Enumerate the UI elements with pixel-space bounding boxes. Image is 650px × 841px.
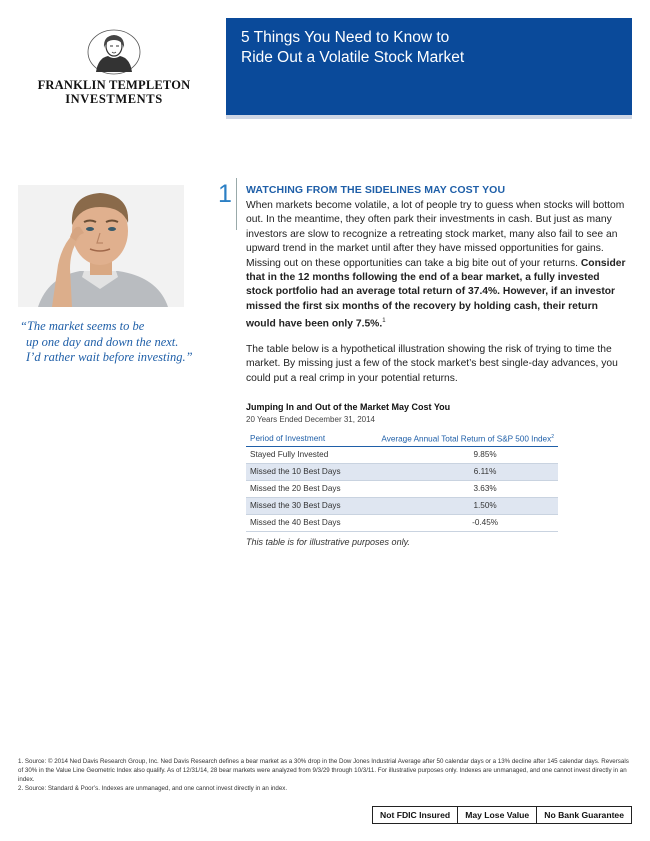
row-value: 6.11% — [356, 463, 558, 480]
row-period: Missed the 20 Best Days — [246, 480, 356, 497]
title-line-1: 5 Things You Need to Know to — [241, 29, 450, 46]
body-paragraph-2: The table below is a hypothetical illustration showing the risk of trying to time the market. By missing just a few of the stock market’s best single-day advances, you could put a real crimp in your potential returns. — [246, 344, 618, 384]
row-period: Missed the 40 Best Days — [246, 514, 356, 531]
col-header-period: Period of Investment — [246, 432, 356, 446]
footnote-ref-1: 1 — [382, 318, 386, 325]
title-banner — [226, 18, 632, 119]
row-period: Missed the 30 Best Days — [246, 497, 356, 514]
franklin-templeton-logo — [34, 28, 194, 107]
table-row — [246, 497, 558, 514]
logo-line-1: FRANKLIN TEMPLETON — [37, 78, 191, 92]
para1-text: When markets become volatile, a lot of people try to guess when stocks will bottom out. In the meantime, they often park their investments in cash. But just as many investors are slow to recognize a retreating stock market, many also fail to see an upward trend in the market until after they have missed opportunities for gains. Missing out on these opportunities can take a big bite out of your returns. — [246, 200, 625, 269]
quote-line-2: up one day and down the next. — [26, 334, 179, 349]
row-value: 1.50% — [356, 497, 558, 514]
table-row — [246, 463, 558, 480]
footnote-2: 2. Source: Standard & Poor’s. Indexes are unmanaged, and one cannot invest directly in an index. — [18, 785, 288, 792]
table-title: Jumping In and Out of the Market May Cost You — [246, 402, 451, 412]
col-header-return: Average Annual Total Return of S&P 500 Index$^2$ — [356, 432, 558, 446]
row-value: 9.85% — [356, 446, 558, 463]
row-period: Stayed Fully Invested — [246, 446, 356, 463]
disclaimer-not-fdic: Not FDIC Insured — [380, 810, 451, 820]
fdic-disclaimer — [372, 806, 632, 824]
body-paragraph-1 — [246, 199, 626, 332]
table-note: This table is for illustrative purposes only. — [246, 537, 410, 547]
table-header-row — [246, 432, 558, 446]
quote-line-1: “The market seems to be — [20, 319, 145, 333]
row-value: -0.45% — [356, 514, 558, 531]
title-line-2: Ride Out a Volatile Stock Market — [241, 49, 465, 66]
section-heading: WATCHING FROM THE SIDELINES MAY COST YOU — [246, 184, 506, 196]
row-value: 3.63% — [356, 480, 558, 497]
footnotes — [18, 757, 632, 793]
pull-quote — [20, 319, 193, 366]
disclaimer-may-lose: May Lose Value — [457, 807, 536, 823]
section-divider — [236, 178, 237, 230]
para1-bold-text: Consider that in the 12 months following the end of a bear market, a fully invested stock portfolio had an average total return of 37.4%. However, if an investor missed the first six months of the recovery by holding cash, their return would have been only 7.5%. — [246, 257, 626, 330]
banner-strip — [226, 115, 632, 119]
section-number: 1 — [218, 180, 232, 208]
logo-line-2: INVESTMENTS — [65, 92, 163, 106]
table-row — [246, 480, 558, 497]
disclaimer-no-guarantee: No Bank Guarantee — [536, 807, 631, 823]
returns-table — [246, 432, 558, 532]
thinking-man-photo — [18, 185, 184, 307]
table-subtitle: 20 Years Ended December 31, 2014 — [246, 415, 375, 424]
page-title — [241, 28, 464, 68]
footnote-1: 1. Source: © 2014 Ned Davis Research Group, Inc. Ned Davis Research defines a bear market as a 30% drop in the Dow Jones Industrial Average after 50 calendar days or a 13% decline after 145 calendar days. Reversals of 30% in the Value Line Geometric Index also qualify. As of 12/31/14, 28 bear markets were analyzed from 9/3/29 through 10/3/11. For illustrative purposes only. Indexes are unmanaged, and one cannot invest directly in an index. — [18, 758, 629, 783]
table-row — [246, 514, 558, 531]
quote-line-3: I’d rather wait before investing.” — [26, 350, 193, 364]
benjamin-franklin-portrait-icon — [86, 28, 142, 76]
table-row — [246, 446, 558, 463]
row-period: Missed the 10 Best Days — [246, 463, 356, 480]
